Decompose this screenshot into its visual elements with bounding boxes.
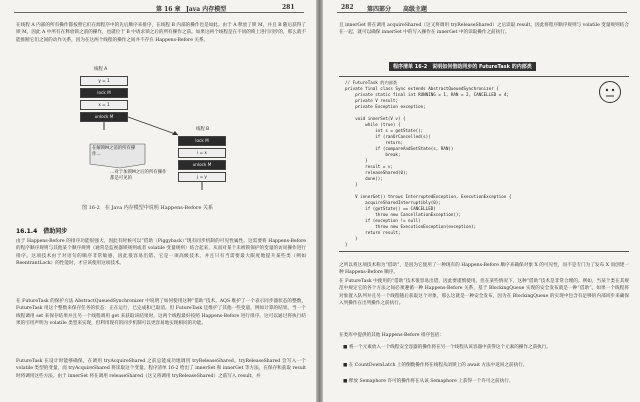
code-line: void innerSet(V v) { [345,116,406,121]
code-line: V innerGet() throws InterruptedException, ExecutionException { [345,194,512,199]
section-title: 16.1.4 借助同步 [16,228,68,235]
code-line: private Exception exception; [345,104,426,109]
code-line: throw new CancellationException(); [345,212,461,217]
code-line: private V result; [345,98,398,103]
left-header-title: Java 内存模型 [186,6,227,13]
bullet-text: 将一个元素放入一个线程安全容器的操作将在另一个线程从该容器中获得这个元素的操作之前执行。 [348,345,551,350]
diagram-note-2: …对于加锁M之后的所有操作都是可见的 [110,170,167,181]
code-line: break; [345,152,401,157]
code-line: acquireSharedInterruptibly(0); [345,200,441,205]
thread-b-op: j = y [178,172,226,182]
left-header-chapter: 第 16 章 [156,6,181,13]
code-line: return result; [345,230,401,235]
code-line: } [345,182,358,187]
code-line: int s = getState(); [345,128,424,133]
left-header-rule [14,12,304,13]
face-icon-glyph [599,81,621,103]
code-line: throw new ExecutionException(exception); [345,224,477,229]
book-gutter [316,0,323,402]
right-header-part: 第四部分 [367,6,392,13]
left-page-number: 281 [282,4,295,11]
code-line: if (compareAndSetState(s, RAN)) [345,146,454,151]
code-line: result = v; [345,164,393,169]
figure-caption: 图 16-2 在 Java 内存模型中说明 Happens-Before 关系 [82,205,213,211]
section-paragraph: FutureTask 在设计时能够确保，在调用 tryAcquireShared 之前总能成功地调用 tryReleaseShared。tryReleaseShared 会写入一个 volatile 类型的变量，而 tryAcquireShared 将读取这个变量。程序清单 16-2 给出了 innerSet 和 innerGet 等方法，在保存和获取 result 时将调用这些方法。由于 innerSet 将在调用 releaseShared（这又将调用 tryReleaseShared）之前写入 result，并 [16,359,306,379]
thread-b-op: lock M [178,136,226,146]
code-line: private final class Sync extends AbstractQueuedSynchronizer { [345,86,499,91]
thread-a-label: 线程 A [94,67,108,72]
diagram-note-1: 在解锁M之前的所有操作… [92,146,136,157]
face-icon [599,81,621,103]
bullet-item: ■ 将一个元素放入一个线程安全容器的操作将在另一个线程从该容器中获得这个元素的操作之前执行。 [343,345,551,350]
thread-a-op: lock M [80,88,128,98]
code-line: if (ranOrCancelled(s)) [345,134,431,139]
body-paragraph: 之所以将这项技术称为“借助”，是因为它使用了一种现有的 Happens-Before 顺序来确保对象 X 的可见性，而不是专门为了发布 X 而创建一种 Happens-Before 顺序。 [339,263,629,276]
bullet-text: 释放 Semaphore 许可的操作将在从该 Semaphore 上获得一个许可之前执行。 [348,379,514,384]
thread-a-op: unlock M [80,112,128,122]
left-page [0,0,316,402]
thread-a-op: x = 1 [80,100,128,110]
bullet-text: 在 CountDownLatch 上的倒数操作将在线程从闭锁上的 await 方法中返回之前执行。 [348,363,528,368]
code-line: done(); [345,176,383,181]
bullet-item: ■ 在 CountDownLatch 上的倒数操作将在线程从闭锁上的 await 方法中返回之前执行。 [343,363,528,368]
code-line: } [345,236,358,241]
code-line: return; [345,140,403,145]
sync-arrow [128,117,178,135]
right-intro-paragraph: 且 innerGet 将在调用 acquireShared（这又将调用 tryReleaseShared）之后读取 result，因此将程序顺序规则与 volatile 变量规则结合在一起，就可以确保 innerSet 中的写入操作在 innerGet 中的读取操作之前执行。 [339,23,629,36]
code-line: if (getState() == CANCELLED) [345,206,436,211]
thread-b-op: unlock M [178,160,226,170]
body-paragraph: 在类库中提供的其他 Happens-Before 排序包括： [339,333,444,338]
thread-b-op: i = x [178,148,226,158]
code-line: } [345,158,368,163]
right-header-rule [337,12,627,13]
thread-b-label: 线程 B [196,127,210,132]
code-line: // FutureTask 的内部类 [345,80,398,85]
section-paragraph: 由于 Happens-Before 的排序功能很强大，因此有时候可以“借助（Piggyback）”现有同步机制的可见性属性。这需要将 Happens-Before 的程序顺序规则与其他某个顺序规则（通常是监视器锁规则或者 volatile 变量规则）结合起来，从而对某个未被锁保护的变量的访问操作进行排序。这项技术由于对语句的顺序非常敏感，因此很容易出错。它是一项高级技术，并且只有当需要最大限度地提升某些类（例如 ReentrantLock）的性能时，才应该使用这项技术。 [16,239,306,266]
body-paragraph: 在 FutureTask 中使用的“借助”技术很容易出错，因此要谨慎使用。但在某些情况下，这种“借助”技术是非常合理的。例如，当某个类在其规范中规定它的各个方法之间必须遵循一种 Happens-Before 关系，基于 BlockingQueue 实现的安全发布就是一种“借助”。如果一个线程将对象置入队列并且另一个线程随后获取这个对象，那么这就是一种安全发布，因为在 BlockingQueue 的实现中包含有足够的内部同步来确保入列操作在出列操作之前执行。 [339,279,629,306]
code-line: while (true) { [345,122,401,127]
right-page-number: 282 [341,4,354,11]
right-page [323,0,640,402]
code-line: if (exception != null) [345,218,421,223]
section-paragraph: 在 FutureTask 的保护方法 AbstractQueuedSynchronizer 中说明了如何使用这种“借助”技术。AQS 维护了一个表示同步器状态的整数，FutureTask 用这个整数来保存任务的状态：正在运行，已完成和已取消。但 FutureTask 还维护了其他一些变量，例如计算的结果。当一个线程调用 set 来保存结果并且另一个线程调用 get 来获取该结果时，这两个线程最好按照 Happens-Before 进行排序。这可以通过将执行结果的引用声明为 volatile 类型来实现，但利用现有的同步机制可以更容易地实现相同的功能。 [16,299,306,326]
left-intro-paragraph: 在线程 A 内部的所有操作都按照它们在源程序中的先后顺序来排序，在线程 B 内部的操作也是如此。由于 A 释放了锁 M，并且 B 随后获得了锁 M，因此 A 中所有在释放锁之前的操作，也就位于 B 中请求锁之后的所有操作之前。如果这两个线程是在不同的锁上进行同步的，那么就不能推断它们之间的动作关系，因为在这两个线程的操作之间并不存在 Happens-Before 关系。 [16,23,306,43]
right-header-title: 高级主题 [403,6,428,13]
code-line: releaseShared(0); [345,170,409,175]
happens-before-diagram [50,64,255,194]
code-line: private static final int RUNNING = 1, RAN = 2, CANCELLED = 4; [345,92,509,97]
code-listing [339,76,629,252]
code-line: } [345,242,348,247]
listing-title: 程序清单 16-2 说明如何借助同步的 FutureTask 的内部类 [389,62,536,71]
bullet-item: ■ 释放 Semaphore 许可的操作将在从该 Semaphore 上获得一个许可之前执行。 [343,379,514,384]
thread-a-op: y = 1 [80,76,128,86]
